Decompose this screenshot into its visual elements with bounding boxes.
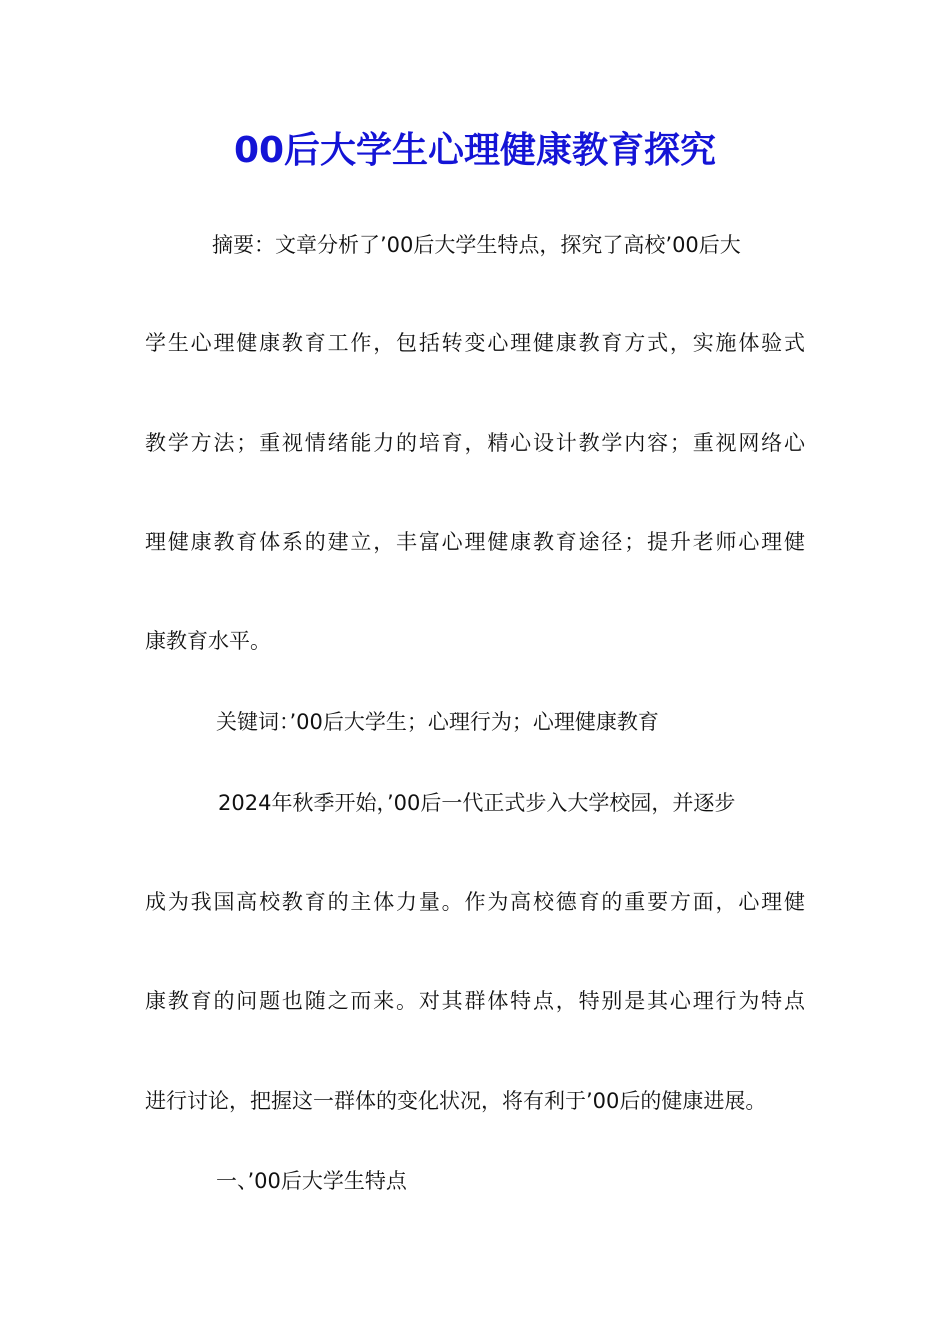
intro-line-2: 成为我国高校教育的主体力量。作为高校德育的重要方面，心理健 <box>145 890 805 914</box>
document-title: 00后大学生心理健康教育探究 <box>233 130 717 171</box>
intro-line-3: 康教育的问题也随之而来。对其群体特点，特别是其心理行为特点 <box>145 989 805 1013</box>
section-heading: 一、’00后大学生特点 <box>216 1169 407 1193</box>
intro-line-1: 2024年秋季开始，’00后一代正式步入大学校园，并逐步 <box>218 791 736 815</box>
abstract-line-4: 理健康教育体系的建立，丰富心理健康教育途径；提升老师心理健 <box>145 530 805 554</box>
intro-line-4: 进行讨论，把握这一群体的变化状况，将有利于’00后的健康进展。 <box>145 1089 767 1113</box>
keywords-line: 关键词：’00后大学生；心理行为；心理健康教育 <box>216 710 659 734</box>
abstract-line-1: 摘要：文章分析了’00后大学生特点，探究了高校’00后大 <box>212 233 741 257</box>
abstract-line-3: 教学方法；重视情绪能力的培育，精心设计教学内容；重视网络心 <box>145 431 805 455</box>
abstract-line-5: 康教育水平。 <box>145 629 271 653</box>
abstract-line-2: 学生心理健康教育工作，包括转变心理健康教育方式，实施体验式 <box>145 331 805 355</box>
